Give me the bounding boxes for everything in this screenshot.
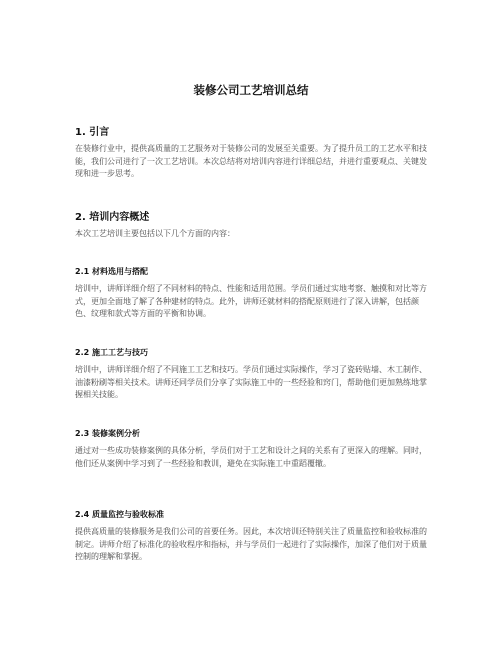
document-title: 装修公司工艺培训总结	[193, 83, 309, 97]
subsection-heading-materials: 2.1 材料选用与搭配	[75, 267, 148, 276]
subsection-paragraph-quality-control: 提供高质量的装修服务是我们公司的首要任务。因此，本次培训还特别关注了质量监控和验收标准的制定。讲师介绍了标准化的验收程序和指标，并与学员们一起进行了实际操作，加深了他们对于质量控制的理解和掌握。	[75, 527, 427, 561]
section-heading-introduction: 1. 引言	[75, 127, 110, 138]
section-paragraph-introduction: 在装修行业中，提供高质量的工艺服务对于装修公司的发展至关重要。为了提升员工的工艺水平和技能，我们公司进行了一次工艺培训。本次总结将对培训内容进行详细总结，并进行重要观点、关键发现和进一步思考。	[75, 144, 427, 178]
subsection-paragraph-case-analysis: 通过对一些成功装修案例的具体分析，学员们对于工艺和设计之间的关系有了更深入的理解。同时，他们还从案例中学习到了一些经验和教训，避免在实际施工中重蹈覆辙。	[75, 446, 427, 468]
section-heading-training-overview: 2. 培训内容概述	[75, 212, 150, 223]
subsection-heading-case-analysis: 2.3 装修案例分析	[75, 429, 140, 438]
subsection-paragraph-materials: 培训中，讲师详细介绍了不同材料的特点、性能和适用范围。学员们通过实地考察、触摸和对比等方式，更加全面地了解了各种建材的特点。此外，讲师还就材料的搭配原则进行了深入讲解，包括颜色、纹理和款式等方面的平衡和协调。	[75, 284, 427, 318]
subsection-heading-quality-control: 2.4 质量监控与验收标准	[75, 510, 164, 519]
subsection-heading-construction: 2.2 施工工艺与技巧	[75, 348, 148, 357]
section-paragraph-training-overview: 本次工艺培训主要包括以下几个方面的内容：	[75, 229, 235, 238]
subsection-paragraph-construction: 培训中，讲师详细介绍了不同施工工艺和技巧。学员们通过实际操作，学习了瓷砖贴墙、木工制作、油漆粉刷等相关技术。讲师还同学员们分享了实际施工中的一些经验和窍门，帮助他们更加熟练地掌握相关技能。	[75, 365, 427, 399]
